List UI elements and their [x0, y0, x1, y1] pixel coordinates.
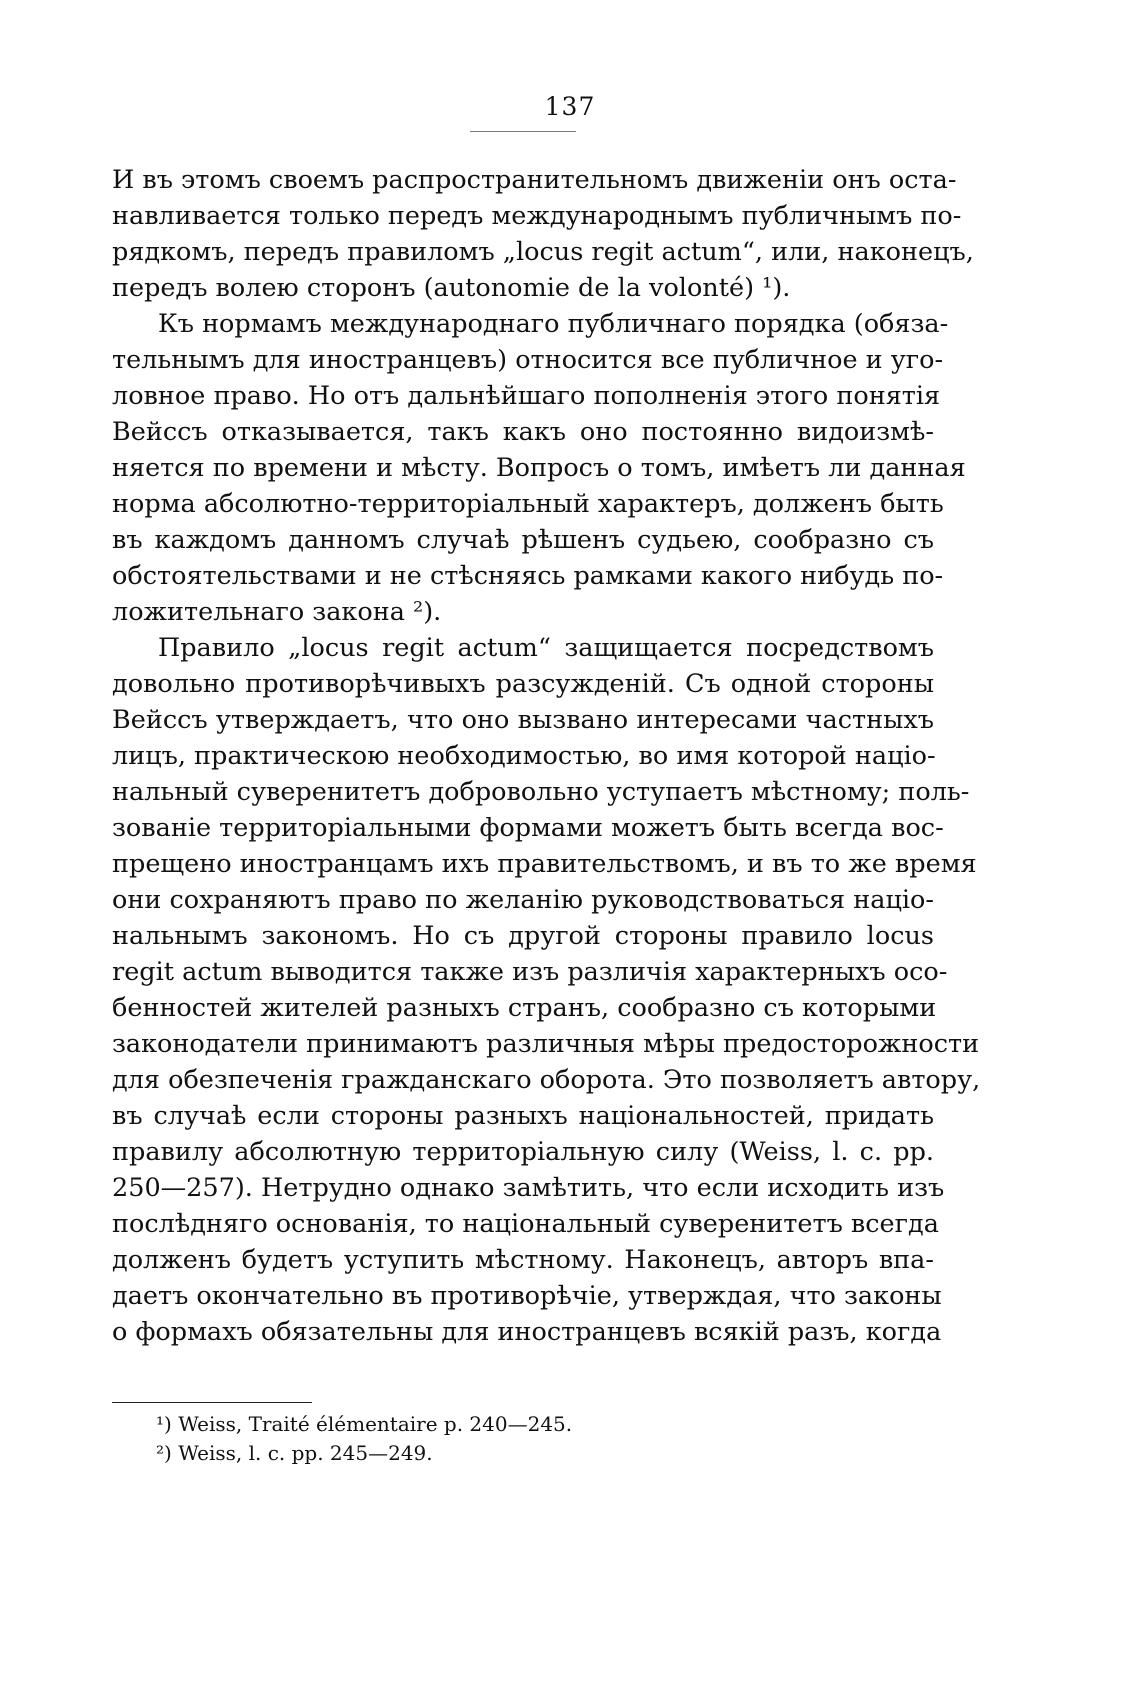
text-line: передъ волею сторонъ (autonomie de la volonté) ¹). [112, 273, 791, 303]
page-number: 137 [544, 92, 596, 121]
footnote-text: Weiss, Traité élémentaire p. 240—245. [178, 1412, 573, 1436]
footnotes [156, 1410, 572, 1468]
text-line: въ случаѣ если стороны разныхъ нацiональностей, придать [112, 1101, 934, 1131]
text-line: рядкомъ, передъ правиломъ „locus regit actum“, или, наконецъ, [112, 237, 974, 267]
text-line: законодатели принимаютъ различныя мѣры предосторожности [112, 1029, 980, 1059]
text-line: прещено иностранцамъ ихъ правительствомъ, и въ то же время [112, 849, 977, 879]
text-line: Правило „locus regit actum“ защищается посредствомъ [158, 633, 934, 663]
text-line: ложительнаго закона ²). [112, 597, 442, 627]
text-line: Вейссъ отказывается, такъ какъ оно постоянно видоизмѣ- [112, 417, 934, 447]
body-text [112, 162, 981, 1350]
text-line: Вейссъ утверждаетъ, что оно вызвано интересами частныхъ [112, 705, 934, 735]
page-number-rule [470, 131, 576, 132]
text-line: ловное право. Но отъ дальнѣйшаго пополненiя этого понятiя [112, 381, 941, 411]
footnote-rule [112, 1402, 312, 1403]
footnote-mark: ²) [156, 1441, 172, 1465]
paragraph-2 [112, 306, 966, 630]
footnote-1 [156, 1410, 572, 1439]
text-line: нальный суверенитетъ добровольно уступаетъ мѣстному; поль- [112, 777, 970, 807]
text-line: лицъ, практическою необходимостью, во имя которой нацiо- [112, 741, 936, 771]
text-line: норма абсолютно-территорiальный характеръ, долженъ быть [112, 489, 944, 519]
footnote-text: Weiss, l. c. pp. 245—249. [178, 1441, 433, 1465]
paragraph-3 [112, 630, 981, 1350]
text-line: долженъ будетъ уступить мѣстному. Наконецъ, авторъ впа- [112, 1245, 934, 1275]
text-line: regit actum выводится также изъ различiя характерныхъ осо- [112, 957, 948, 987]
footnote-2 [156, 1439, 572, 1468]
text-line: 250—257). Нетрудно однако замѣтить, что если исходить изъ [112, 1173, 945, 1203]
text-line: И въ этомъ своемъ распространительномъ движенiи онъ оста- [112, 165, 957, 195]
paragraph-1 [112, 162, 974, 306]
text-line: въ каждомъ данномъ случаѣ рѣшенъ судьею, сообразно съ [112, 525, 934, 555]
text-line: Къ нормамъ международнаго публичнаго порядка (обяза- [158, 309, 949, 339]
text-line: они сохраняютъ право по желанiю руководствоваться нацiо- [112, 885, 934, 915]
text-line: навливается только передъ международнымъ публичнымъ по- [112, 201, 962, 231]
text-line: даетъ окончательно въ противорѣчiе, утверждая, что законы [112, 1281, 942, 1311]
text-line: зованiе территорiальными формами можетъ быть всегда вос- [112, 813, 944, 843]
text-line: правилу абсолютную территорiальную силу (Weiss, l. c. pp. [112, 1137, 934, 1167]
text-line: бенностей жителей разныхъ странъ, сообразно съ которыми [112, 993, 937, 1023]
footnote-mark: ¹) [156, 1412, 172, 1436]
text-line: для обезпеченiя гражданскаго оборота. Это позволяетъ автору, [112, 1065, 981, 1095]
text-line: послѣдняго основанiя, то нацiональный суверенитетъ всегда [112, 1209, 939, 1239]
text-line: няется по времени и мѣсту. Вопросъ о томъ, имѣетъ ли данная [112, 453, 966, 483]
text-line: обстоятельствами и не стѣсняясь рамками какого нибудь по- [112, 561, 944, 591]
text-line: довольно противорѣчивыхъ разсужденiй. Съ одной стороны [112, 669, 934, 699]
text-line: нальнымъ закономъ. Но съ другой стороны правило locus [112, 921, 934, 951]
text-line: о формахъ обязательны для иностранцевъ всякiй разъ, когда [112, 1317, 942, 1347]
text-line: тельнымъ для иностранцевъ) относится все публичное и уго- [112, 345, 944, 375]
